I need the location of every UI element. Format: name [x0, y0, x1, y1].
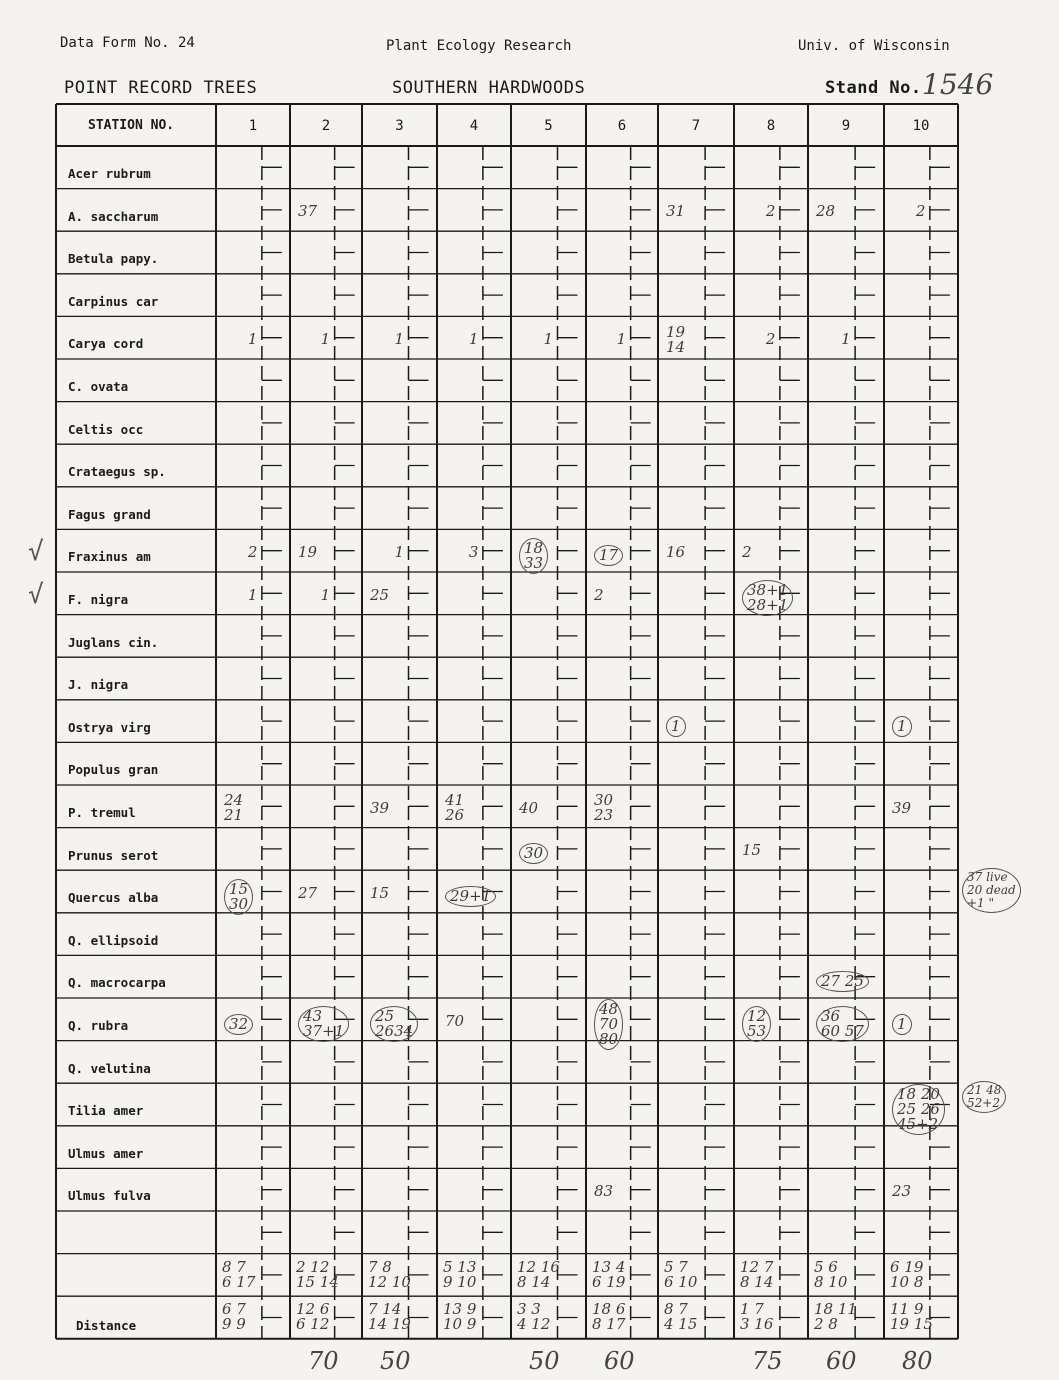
species-label: Ulmus fulva	[68, 1188, 151, 1204]
species-label: Carya cord	[68, 336, 144, 352]
circled-tree-entry: 17	[594, 545, 623, 566]
distance-values: 13 9 10 9	[443, 1300, 477, 1334]
distance-values: 18 11 2 8	[814, 1300, 857, 1334]
quadrant-values: 5 7 6 10	[664, 1257, 698, 1291]
tree-entry: 2	[594, 585, 604, 604]
circled-tree-entry: 21 48 52+2	[962, 1081, 1006, 1113]
circled-tree-entry: 38+1 28+1	[742, 580, 793, 616]
tree-entry: 30 23	[594, 791, 614, 825]
station-total: 60	[604, 1346, 635, 1375]
tree-entry: 31	[666, 202, 686, 221]
quadrant-values: 12 7 8 14	[740, 1257, 774, 1291]
department-label: Plant Ecology Research	[386, 38, 572, 54]
station-number: 1	[248, 118, 258, 134]
species-label: Ulmus amer	[68, 1145, 144, 1161]
quadrant-values: 6 19 10 8	[890, 1257, 924, 1291]
tree-entry: 1	[320, 585, 331, 604]
quadrant-values: 5 6 8 10	[814, 1257, 848, 1291]
species-label: Juglans cin.	[68, 634, 159, 650]
quadrant-values: 2 12 15 14	[296, 1257, 339, 1291]
station-number: 8	[766, 118, 776, 134]
station-number: 6	[617, 118, 627, 134]
species-label: P. tremul	[68, 805, 136, 820]
tree-entry: 83	[594, 1182, 614, 1201]
circled-tree-entry: 18 20 25 26 45+2	[892, 1084, 945, 1135]
station-number: 3	[395, 118, 404, 134]
tree-entry: 28	[816, 202, 836, 221]
distance-label: Distance	[76, 1318, 137, 1334]
circled-tree-entry: 25 2634	[370, 1006, 418, 1042]
circled-tree-entry: 1	[666, 716, 686, 737]
tree-entry: 27	[298, 884, 318, 902]
circled-tree-entry: 30	[519, 843, 548, 864]
tree-entry: 1	[543, 330, 554, 349]
species-label: Ostrya virg	[68, 719, 151, 735]
distance-values: 1 7 3 16	[740, 1300, 774, 1334]
record-type-title: POINT RECORD TREES	[64, 78, 258, 98]
tree-entry: 2	[742, 543, 752, 562]
species-label: F. nigra	[68, 592, 129, 607]
tree-entry: 1	[320, 330, 331, 349]
species-label: Fraxinus am	[68, 549, 151, 565]
tree-entry: 1	[468, 330, 479, 349]
distance-values: 11 9 19 15	[890, 1300, 933, 1334]
tree-entry: 1	[616, 330, 627, 349]
stand-label: Stand No.	[825, 78, 922, 98]
check-mark: √	[28, 580, 44, 610]
tree-entry: 19	[298, 543, 318, 562]
station-number: 2	[321, 118, 331, 134]
circled-tree-entry: 32	[224, 1014, 253, 1035]
species-label: J. nigra	[68, 677, 129, 693]
tree-entry: 2	[765, 330, 776, 349]
tree-entry: 25	[370, 585, 390, 604]
circled-tree-entry: 18 33	[519, 538, 548, 574]
form-number: Data Form No. 24	[60, 35, 195, 51]
tree-entry: 37	[298, 202, 318, 221]
tree-entry: 39	[892, 798, 912, 817]
circled-tree-entry: 43 37+1	[298, 1006, 349, 1042]
station-number: 7	[691, 118, 701, 134]
quadrant-values: 8 7 6 17	[222, 1257, 256, 1291]
species-label: Q. ellipsoid	[68, 932, 159, 948]
species-label: Carpinus car	[68, 293, 159, 309]
station-number: 4	[469, 118, 479, 134]
station-total: 50	[380, 1346, 411, 1375]
tree-entry: 3	[468, 543, 479, 562]
quadrant-values: 7 8 12 10	[368, 1257, 411, 1291]
distance-values: 3 3 4 12	[517, 1300, 551, 1334]
tree-entry: 23	[892, 1182, 912, 1201]
species-label: Acer rubrum	[68, 166, 151, 181]
tree-entry: 2	[765, 202, 776, 221]
species-label: C. ovata	[68, 379, 129, 394]
species-label: Celtis occ	[68, 421, 144, 437]
tree-entry: 19 14	[666, 322, 686, 356]
distance-values: 18 6 8 17	[592, 1300, 626, 1334]
forest-type-title: SOUTHERN HARDWOODS	[392, 78, 586, 98]
tree-entry: 70	[445, 1011, 465, 1030]
circled-tree-entry: 1	[892, 1014, 912, 1035]
species-label: Tilia amer	[68, 1103, 144, 1119]
species-label: Populus gran	[68, 762, 159, 778]
stand-number: 1546	[922, 68, 994, 101]
tree-entry: 40	[519, 798, 539, 817]
species-label: Q. velutina	[68, 1060, 151, 1076]
quadrant-values: 5 13 9 10	[443, 1257, 477, 1291]
tree-entry: 1	[394, 543, 405, 562]
distance-values: 6 7 9 9	[222, 1300, 246, 1334]
tree-entry: 15	[742, 841, 762, 860]
tree-entry: 2	[915, 202, 926, 221]
station-total: 50	[529, 1346, 560, 1375]
station-total: 60	[826, 1346, 857, 1375]
station-total: 70	[308, 1346, 339, 1375]
species-label: A. saccharum	[68, 208, 159, 224]
quadrant-values: 12 16 8 14	[517, 1257, 560, 1291]
station-number: 9	[841, 118, 851, 134]
circled-tree-entry: 36 60 57	[816, 1006, 869, 1042]
tree-entry: 1	[841, 330, 851, 349]
species-label: Prunus serot	[68, 847, 159, 863]
station-number: 10	[912, 118, 930, 134]
distance-values: 8 7 4 15	[664, 1300, 698, 1334]
circled-tree-entry: 15 30	[224, 879, 253, 915]
species-label: Betula papy.	[68, 251, 159, 267]
species-label: Fagus grand	[68, 506, 151, 522]
species-label: Crataegus sp.	[68, 464, 166, 480]
tree-entry: 2	[247, 543, 258, 562]
circled-tree-entry: 37 live 20 dead +1 "	[962, 868, 1021, 913]
tree-entry: 39	[370, 798, 390, 817]
distance-values: 7 14 14 19	[368, 1300, 411, 1334]
circled-tree-entry: 29+1	[445, 886, 496, 907]
quadrant-values: 13 4 6 19	[592, 1257, 626, 1291]
tree-entry: 1	[394, 330, 405, 349]
tree-entry: 24 21	[224, 791, 244, 825]
species-label: Quercus alba	[68, 890, 159, 906]
circled-tree-entry: 12 53	[742, 1006, 771, 1042]
species-label: Q. macrocarpa	[68, 975, 166, 991]
check-mark: √	[28, 537, 44, 568]
species-label: Q. rubra	[68, 1018, 129, 1033]
tree-entry: 41 26	[445, 791, 465, 825]
tree-entry: 15	[370, 884, 390, 902]
circled-tree-entry: 1	[892, 716, 912, 737]
station-number: 5	[544, 118, 553, 134]
station-total: 75	[752, 1346, 783, 1375]
tree-entry: 1	[247, 330, 258, 349]
tree-entry: 1	[247, 585, 258, 604]
distance-values: 12 6 6 12	[296, 1300, 330, 1334]
station-header-label: STATION NO.	[88, 118, 175, 133]
circled-tree-entry: 27 25	[816, 971, 869, 992]
university-label: Univ. of Wisconsin	[798, 38, 950, 54]
station-total: 80	[902, 1346, 933, 1375]
circled-tree-entry: 48 70 80	[594, 999, 623, 1050]
tree-entry: 16	[666, 543, 686, 562]
